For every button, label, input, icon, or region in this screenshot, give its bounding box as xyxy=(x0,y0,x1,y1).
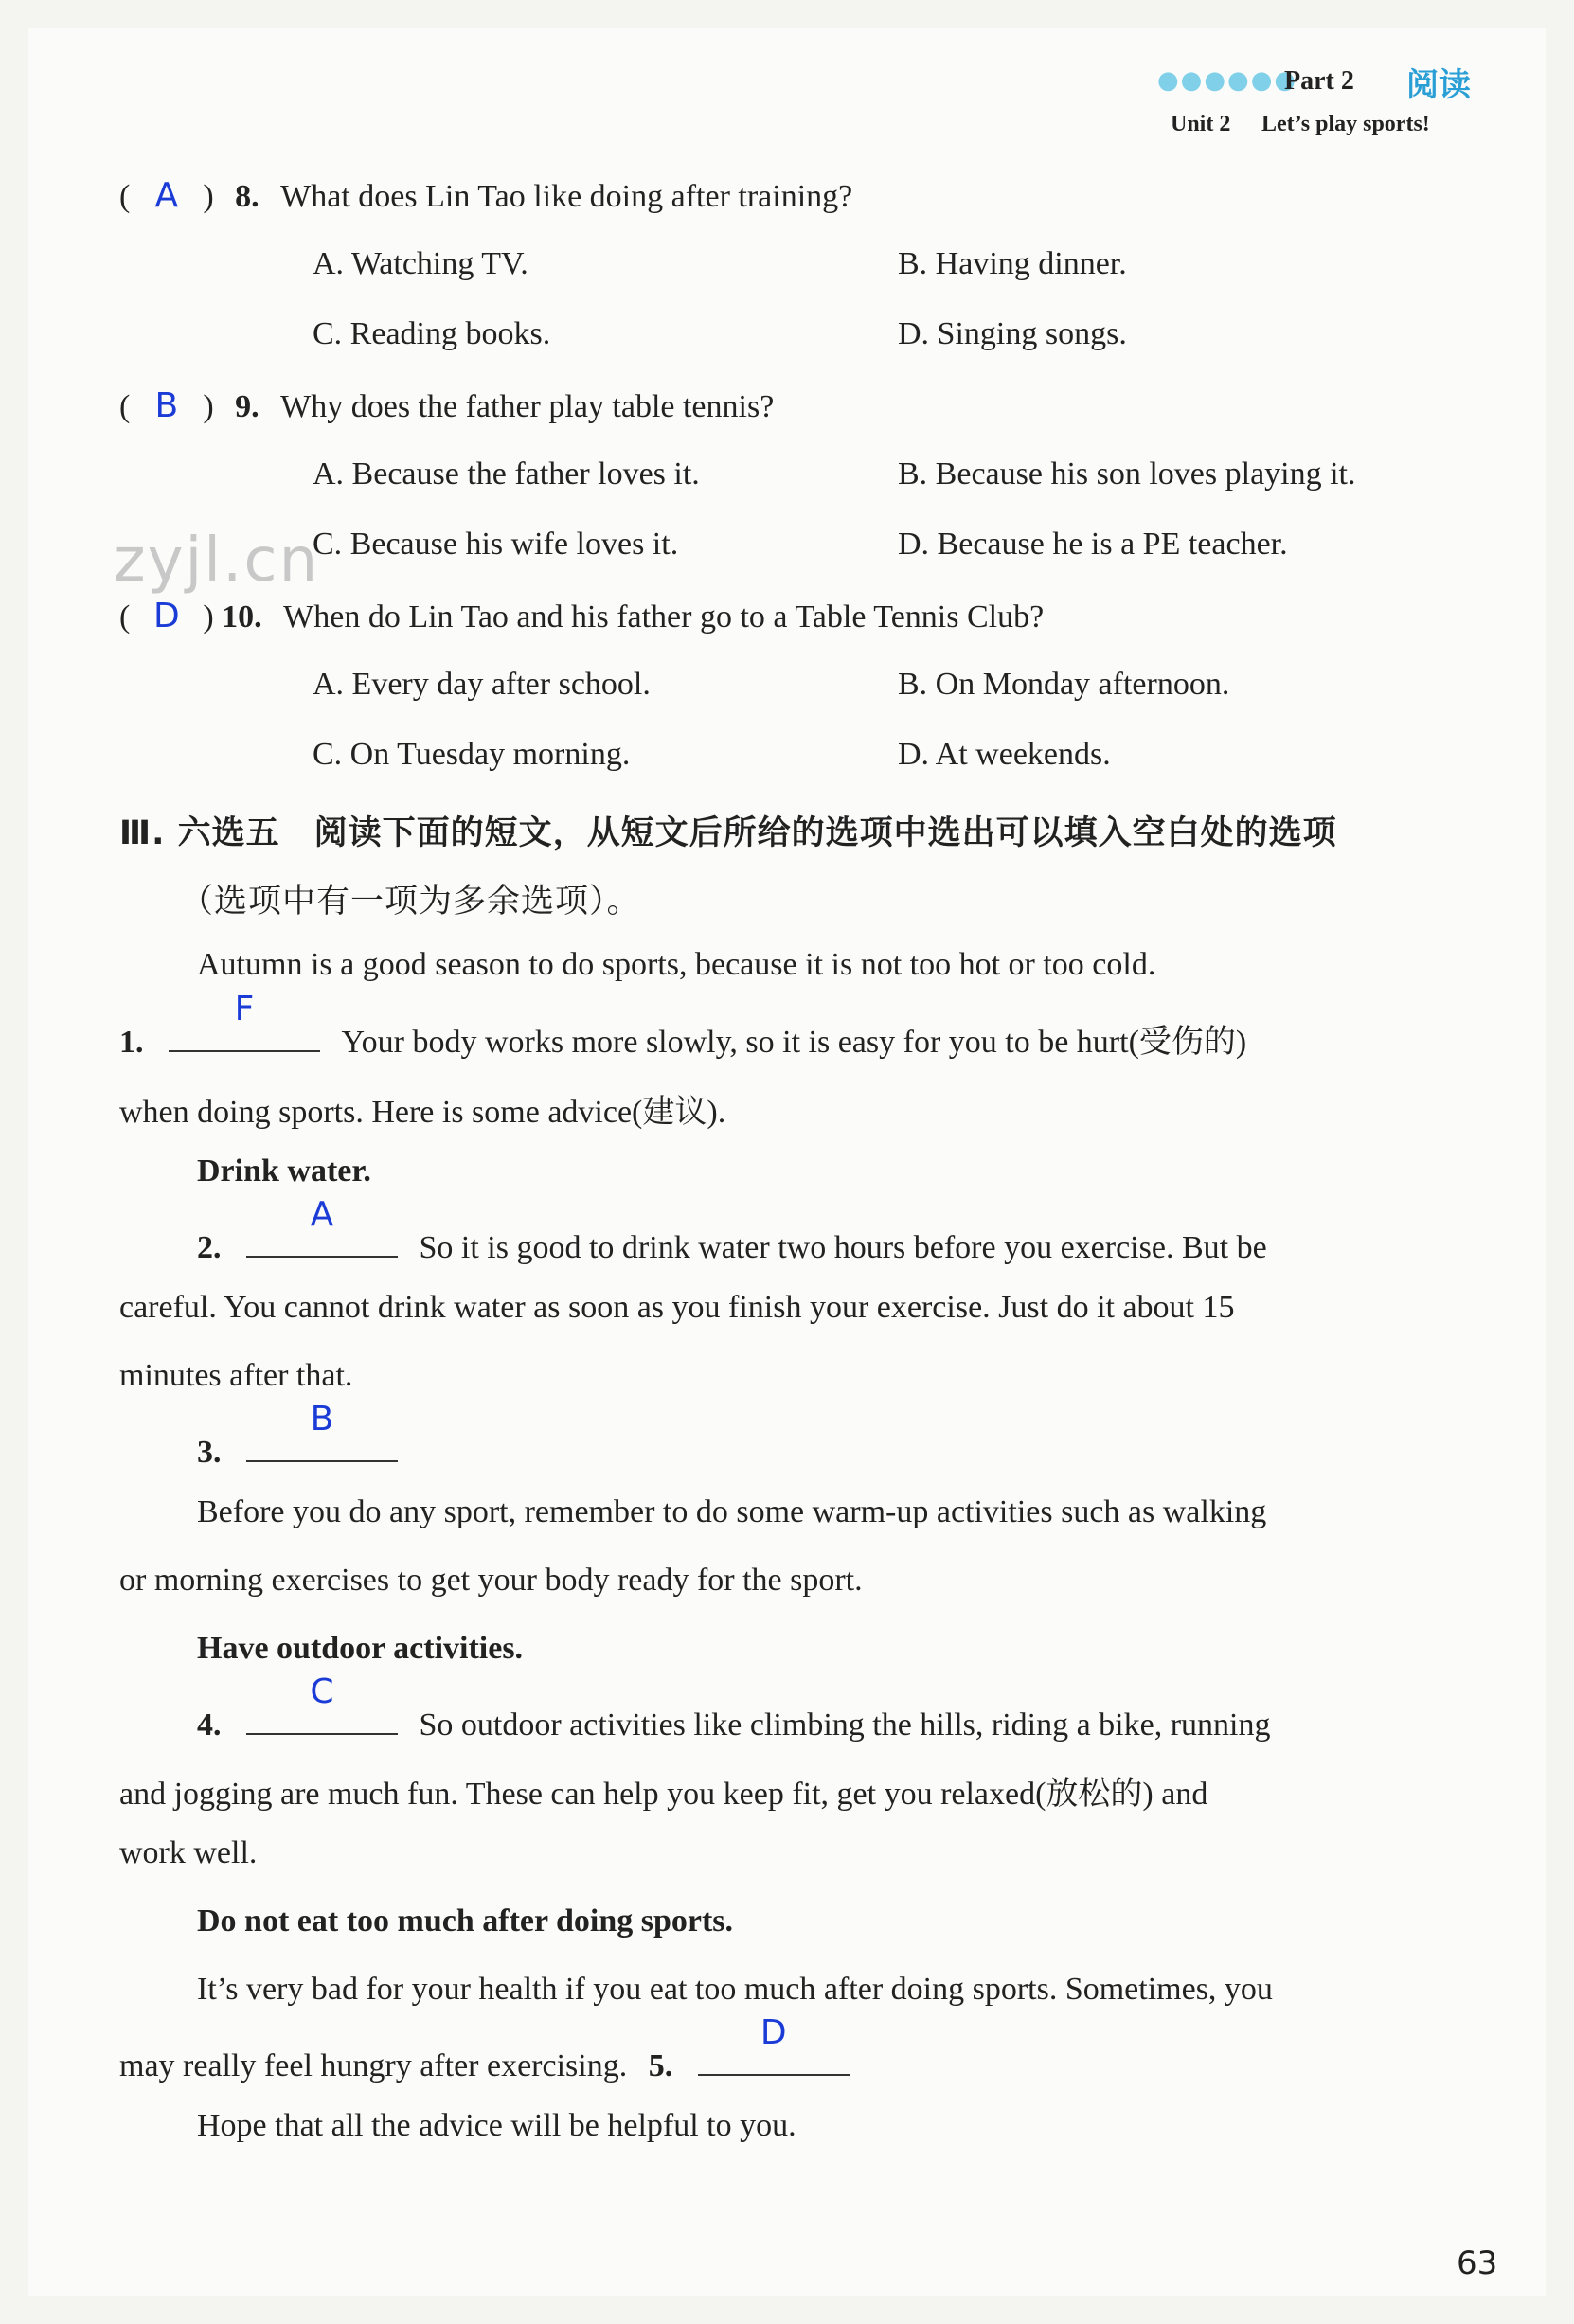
section-instruction: （选项中有一项为多余选项）。 xyxy=(180,883,641,921)
passage-line xyxy=(119,990,1247,1062)
question-number: 10. xyxy=(222,599,262,635)
blank-5[interactable] xyxy=(698,2013,850,2076)
option: D. At weekends. xyxy=(898,737,1111,772)
passage-text: may really feel hungry after exercising. xyxy=(119,2048,628,2083)
header-reading: 阅读 xyxy=(1406,66,1471,104)
passage-line: Before you do any sport, remember to do some warm-up activities such as walking xyxy=(197,1494,1267,1529)
option: A. Watching TV. xyxy=(313,246,528,281)
passage-text: So outdoor activities like climbing the hills, riding a bike, running xyxy=(419,1707,1271,1743)
answer-blank-2: A xyxy=(310,1195,334,1234)
question-10: ( D ) 10. When do Lin Tao and his father go to a Table Tennis Club? xyxy=(119,597,1045,635)
option: C. Reading books. xyxy=(313,316,551,351)
blank-1[interactable] xyxy=(169,990,320,1052)
passage-text: So it is good to drink water two hours before you exercise. But be xyxy=(419,1230,1267,1265)
subheading: Do not eat too much after doing sports. xyxy=(197,1904,734,1939)
option: B. Having dinner. xyxy=(898,246,1127,281)
watermark: zyjl.cn xyxy=(114,526,320,596)
header-dots: ●●●●●● xyxy=(1157,66,1298,95)
blank-number: 2. xyxy=(197,1230,222,1265)
passage-line xyxy=(197,1672,1271,1743)
header-unit-title: Let’s play sports! xyxy=(1261,112,1430,136)
blank-4[interactable] xyxy=(246,1672,398,1735)
option: B. On Monday afternoon. xyxy=(898,667,1230,702)
question-9: ( B ) 9. Why does the father play table tennis? xyxy=(119,386,775,425)
blank-number: 5. xyxy=(648,2048,673,2083)
subheading: Drink water. xyxy=(197,1153,371,1189)
question-text: When do Lin Tao and his father go to a Table Tennis Club? xyxy=(283,599,1045,635)
answer-blank-4: C xyxy=(310,1672,334,1711)
passage-line: or morning exercises to get your body ready for the sport. xyxy=(119,1563,863,1598)
question-number: 9. xyxy=(235,389,259,424)
blank-number: 3. xyxy=(197,1435,222,1470)
passage-line: work well. xyxy=(119,1835,258,1870)
passage-line: careful. You cannot drink water as soon as you finish your exercise. Just do it about 15 xyxy=(119,1290,1235,1325)
answer-8[interactable]: A xyxy=(154,176,179,215)
passage-line: It’s very bad for your health if you eat too much after doing sports. Sometimes, you xyxy=(197,1972,1273,2007)
passage-line: when doing sports. Here is some advice(建议). xyxy=(119,1095,726,1130)
passage-line: and jogging are much fun. These can help you keep fit, get you relaxed(放松的) and xyxy=(119,1777,1208,1812)
blank-number: 4. xyxy=(197,1707,222,1743)
option: B. Because his son loves playing it. xyxy=(898,456,1356,492)
passage-line xyxy=(119,2013,850,2084)
option: A. Every day after school. xyxy=(313,667,651,702)
answer-9[interactable]: B xyxy=(154,386,179,425)
blank-2[interactable] xyxy=(246,1195,398,1258)
answer-10[interactable]: D xyxy=(152,597,180,635)
question-text: Why does the father play table tennis? xyxy=(280,389,775,424)
page-number: 63 xyxy=(1457,2244,1498,2282)
answer-blank-1: F xyxy=(234,990,255,1028)
header-part: Part 2 xyxy=(1284,66,1354,96)
option: D. Singing songs. xyxy=(898,316,1127,351)
question-text: What does Lin Tao like doing after training? xyxy=(280,179,853,214)
header-unit: Unit 2 xyxy=(1171,112,1231,136)
option: A. Because the father loves it. xyxy=(313,456,700,492)
passage-text: Your body works more slowly, so it is easy for you to be hurt(受伤的) xyxy=(341,1025,1247,1060)
answer-blank-3: B xyxy=(310,1400,334,1439)
blank-number: 1. xyxy=(119,1025,144,1060)
section-heading: Ⅲ. 六选五 阅读下面的短文，从短文后所给的选项中选出可以填入空白处的选项 xyxy=(119,814,1337,852)
subheading: Have outdoor activities. xyxy=(197,1631,524,1666)
passage-line xyxy=(197,1195,1267,1266)
passage-line: Hope that all the advice will be helpful to you. xyxy=(197,2108,796,2143)
option: C. Because his wife loves it. xyxy=(313,527,679,562)
passage-line: minutes after that. xyxy=(119,1358,353,1393)
option: C. On Tuesday morning. xyxy=(313,737,631,772)
blank-3[interactable] xyxy=(246,1400,398,1462)
option: D. Because he is a PE teacher. xyxy=(898,527,1288,562)
passage-line xyxy=(197,1400,398,1471)
answer-blank-5: D xyxy=(760,2013,787,2052)
question-8: ( A ) 8. What does Lin Tao like doing after training? xyxy=(119,176,853,215)
passage-line: Autumn is a good season to do sports, because it is not too hot or too cold. xyxy=(197,947,1156,982)
question-number: 8. xyxy=(235,179,259,214)
